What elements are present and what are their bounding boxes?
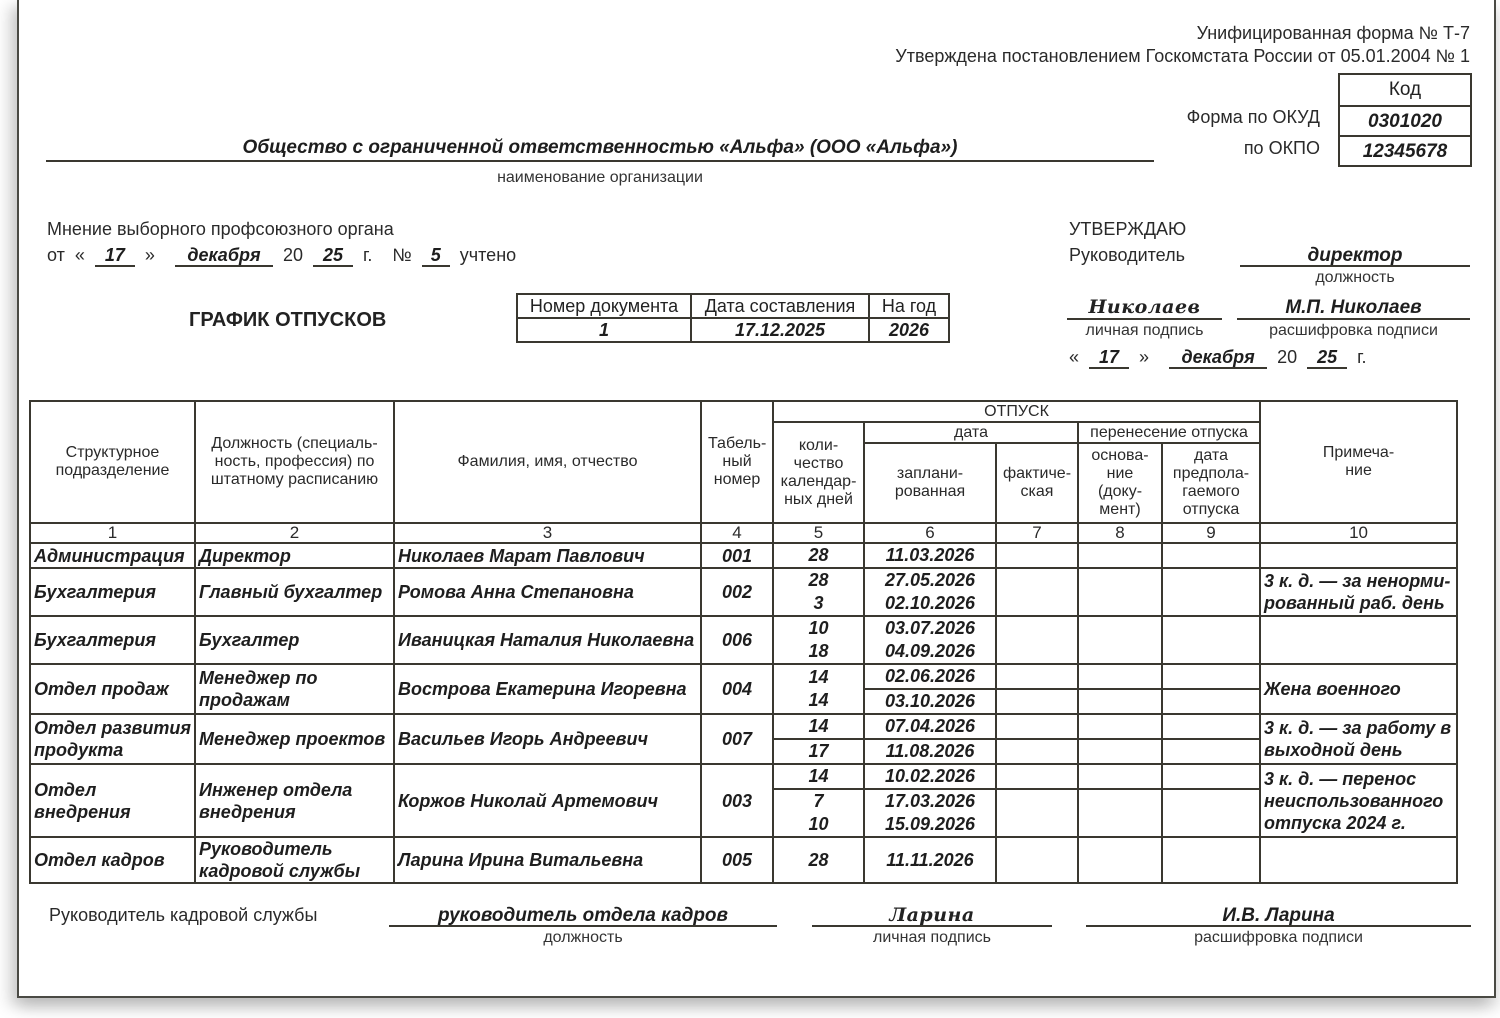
cell-actual — [996, 616, 1078, 664]
footer-label: Руководитель кадровой службы — [49, 905, 318, 925]
union-opinion-line: от « 17 » декабря 20 25 г. № 5 учтено — [47, 245, 517, 265]
col-number: 10 — [1260, 523, 1457, 543]
header-days: коли-чество календар-ных дней — [773, 422, 864, 523]
footer-position-caption: должность — [543, 929, 623, 946]
header-expected: дата предпола-гаемого отпуска — [1162, 443, 1260, 523]
cell-note: Жена военного — [1260, 664, 1457, 714]
union-number: 5 — [422, 245, 450, 267]
cell-position: Руководитель кадровой службы — [195, 837, 394, 883]
header-planned: заплани-рованная — [864, 443, 996, 523]
footer-signature-line — [812, 925, 1052, 927]
cell-expected — [1162, 543, 1260, 568]
table-row — [30, 837, 1457, 883]
cell-position: Менеджер по продажам — [195, 664, 394, 714]
cell-basis — [1078, 616, 1162, 664]
union-opinion-title: Мнение выборного профсоюзного органа — [47, 219, 394, 239]
col-number: 4 — [701, 523, 773, 543]
organization-caption: наименование организации — [497, 169, 703, 186]
codes-box — [1338, 73, 1472, 167]
meta-header-number: Номер документа — [517, 294, 691, 318]
cell-tab-no: 001 — [701, 543, 773, 568]
approval-signature-line — [1067, 318, 1222, 320]
cell-days: 28 — [808, 570, 829, 590]
organization-name: Общество с ограниченной ответственностью «Альфа» (ООО «Альфа») — [242, 137, 958, 158]
header-dept: Структурное подразделение — [30, 401, 195, 523]
cell-tab-no: 007 — [701, 714, 773, 764]
cell-note: 3 к. д. — за ненорми-рованный раб. день — [1260, 568, 1457, 616]
cell-planned: 15.09.2026 — [884, 814, 976, 834]
document-meta-table — [516, 293, 950, 343]
cell-dept: Бухгалтерия — [30, 568, 195, 616]
cell-actual — [996, 837, 1078, 883]
header-actual: фактиче-ская — [996, 443, 1078, 523]
approval-title: УТВЕРЖДАЮ — [1069, 219, 1187, 239]
header-date: дата — [864, 422, 1078, 443]
approval-position-line — [1240, 265, 1470, 267]
cell-fio: Вострова Екатерина Игоревна — [394, 664, 701, 714]
cell-note — [1260, 837, 1457, 883]
code-header: Код — [1388, 79, 1422, 100]
header-vacation: ОТПУСК — [773, 401, 1260, 422]
col-number: 6 — [864, 523, 996, 543]
cell-planned: 03.10.2026 — [865, 688, 995, 713]
approval-position: директор — [1307, 245, 1403, 266]
cell-days: 3 — [813, 593, 824, 613]
cell-dept: Отдел развития продукта — [30, 714, 195, 764]
header-position: Должность (специаль-ность, профессия) по штатному расписанию — [195, 401, 394, 523]
cell-note: 3 к. д. — перенос неиспользованного отпуска 2024 г. — [1260, 764, 1457, 837]
union-year: 25 — [313, 245, 353, 267]
form-name: Унифицированная форма № Т-7 — [1196, 23, 1470, 43]
cell-planned: 02.10.2026 — [884, 593, 976, 613]
header-notes: Примеча-ние — [1260, 401, 1457, 523]
table-row — [30, 664, 1457, 714]
approval-month: декабря — [1169, 347, 1267, 369]
okpo-label: по ОКПО — [1243, 138, 1320, 158]
col-number: 5 — [773, 523, 864, 543]
cell-planned: 11.03.2026 — [885, 545, 975, 565]
cell-days: 10 — [808, 814, 829, 834]
footer-name: И.В. Ларина — [1222, 905, 1335, 926]
cell-planned: 11.08.2026 — [865, 738, 995, 763]
cell-expected — [1162, 616, 1260, 664]
col-number: 1 — [30, 523, 195, 543]
cell-position: Директор — [195, 543, 394, 568]
cell-days: 14 — [808, 667, 829, 687]
footer-signature-caption: личная подпись — [873, 929, 991, 946]
cell-position: Главный бухгалтер — [195, 568, 394, 616]
approval-day: 17 — [1089, 347, 1129, 369]
organization-underline — [46, 160, 1154, 162]
cell-actual — [996, 543, 1078, 568]
cell-planned: 04.09.2026 — [884, 641, 976, 661]
table-row — [30, 568, 1457, 616]
approval-year: 25 — [1307, 347, 1347, 369]
table-row — [30, 543, 1457, 568]
meta-date: 17.12.2025 — [691, 318, 869, 342]
cell-tab-no: 002 — [701, 568, 773, 616]
cell-dept: Отдел внедрения — [30, 764, 195, 837]
okud-label: Форма по ОКУД — [1186, 107, 1320, 127]
cell-dept: Отдел продаж — [30, 664, 195, 714]
document-title: ГРАФИК ОТПУСКОВ — [189, 309, 387, 331]
cell-position: Инженер отдела внедрения — [195, 764, 394, 837]
cell-tab-no: 004 — [701, 664, 773, 714]
header-tab-no: Табель-ный номер — [701, 401, 773, 523]
cell-note — [1260, 616, 1457, 664]
footer-signature: Ларина — [889, 904, 975, 926]
footer-position: руководитель отдела кадров — [437, 905, 729, 926]
cell-actual — [996, 568, 1078, 616]
cell-basis — [1078, 568, 1162, 616]
col-number: 9 — [1162, 523, 1260, 543]
cell-position: Бухгалтер — [195, 616, 394, 664]
cell-dept: Отдел кадров — [30, 837, 195, 883]
meta-year: 2026 — [869, 318, 949, 342]
cell-days: 28 — [808, 849, 829, 870]
cell-tab-no: 003 — [701, 764, 773, 837]
meta-number: 1 — [517, 318, 691, 342]
header-basis: основа-ние (доку-мент) — [1078, 443, 1162, 523]
cell-note — [1260, 543, 1457, 568]
cell-position: Менеджер проектов — [195, 714, 394, 764]
cell-planned: 11.11.2026 — [886, 849, 974, 870]
footer-name-line — [1086, 925, 1471, 927]
cell-planned: 03.07.2026 — [884, 618, 976, 638]
footer-position-line — [389, 925, 777, 927]
approval-name: М.П. Николаев — [1285, 297, 1422, 318]
approval-signature-caption: личная подпись — [1085, 322, 1204, 339]
col-number: 2 — [195, 523, 394, 543]
cell-fio: Ромова Анна Степановна — [394, 568, 701, 616]
cell-planned: 07.04.2026 — [884, 716, 976, 736]
cell-fio: Коржов Николай Артемович — [394, 764, 701, 837]
union-month: декабря — [175, 245, 273, 267]
cell-fio: Николаев Марат Павлович — [394, 543, 701, 568]
approval-position-caption: должность — [1315, 269, 1395, 286]
col-number: 7 — [996, 523, 1078, 543]
meta-header-year: На год — [869, 294, 949, 318]
col-number: 8 — [1078, 523, 1162, 543]
cell-days: 10 — [808, 618, 829, 638]
cell-days: 7 — [774, 788, 863, 813]
cell-planned: 27.05.2026 — [884, 570, 976, 590]
approval-head-label: Руководитель — [1069, 245, 1185, 265]
cell-note: 3 к. д. — за работу в выходной день — [1260, 714, 1457, 764]
cell-days: 28 — [808, 545, 829, 565]
cell-fio: Васильев Игорь Андреевич — [394, 714, 701, 764]
cell-tab-no: 005 — [701, 837, 773, 883]
vacation-schedule-table — [29, 400, 1458, 884]
header-transfer: перенесение отпуска — [1078, 422, 1260, 443]
approval-name-caption: расшифровка подписи — [1269, 322, 1438, 339]
okud-value: 0301020 — [1340, 105, 1470, 135]
cell-days: 17 — [774, 738, 863, 763]
cell-planned: 02.06.2026 — [884, 666, 976, 686]
footer-name-caption: расшифровка подписи — [1194, 929, 1363, 946]
cell-planned: 17.03.2026 — [865, 788, 995, 813]
table-row — [30, 714, 1457, 764]
cell-days: 14 — [808, 690, 829, 710]
cell-tab-no: 006 — [701, 616, 773, 664]
cell-days: 14 — [808, 766, 829, 786]
union-day: 17 — [95, 245, 135, 267]
approval-signature: Николаев — [1088, 296, 1201, 318]
col-number: 3 — [394, 523, 701, 543]
cell-dept: Бухгалтерия — [30, 616, 195, 664]
header-fio: Фамилия, имя, отчество — [394, 401, 701, 523]
form-approval-note: Утверждена постановлением Госкомстата России от 05.01.2004 № 1 — [895, 46, 1470, 66]
cell-basis — [1078, 837, 1162, 883]
table-row — [30, 764, 1457, 837]
cell-days: 18 — [808, 641, 829, 661]
cell-planned: 10.02.2026 — [884, 766, 976, 786]
cell-fio: Иваницкая Наталия Николаевна — [394, 616, 701, 664]
meta-header-date: Дата составления — [691, 294, 869, 318]
table-row — [30, 616, 1457, 664]
approval-date-line: « 17 » декабря 20 25 г. — [1069, 347, 1367, 367]
okpo-value: 12345678 — [1340, 135, 1470, 165]
approval-name-line — [1237, 318, 1470, 320]
cell-days: 14 — [808, 716, 829, 736]
cell-basis — [1078, 543, 1162, 568]
cell-fio: Ларина Ирина Витальевна — [394, 837, 701, 883]
cell-dept: Администрация — [30, 543, 195, 568]
cell-expected — [1162, 568, 1260, 616]
cell-expected — [1162, 837, 1260, 883]
